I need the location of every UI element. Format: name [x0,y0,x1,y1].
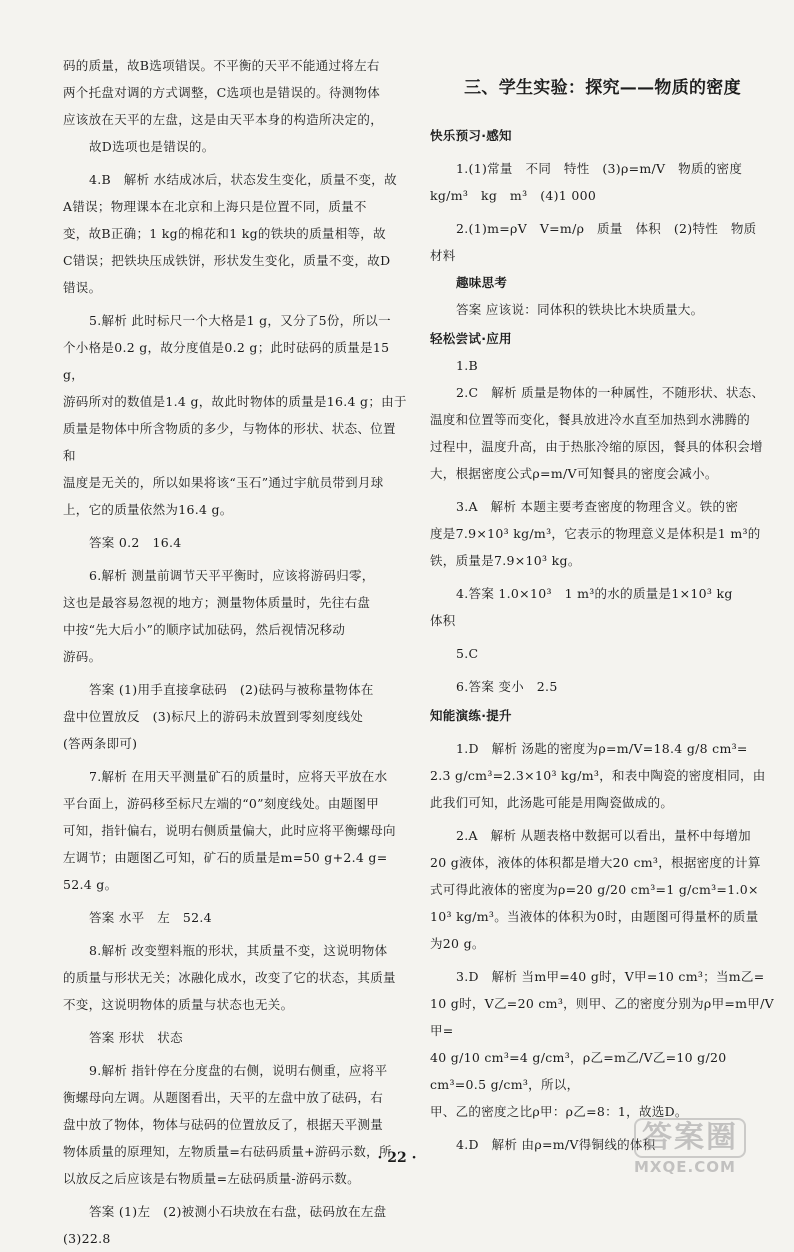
text-line: 3.D 解析 当m甲=40 g时，V甲=10 cm³；当m乙= [456,969,765,984]
text-line: 上，它的质量依然为16.4 g。 [63,502,233,517]
text-line: 的质量与形状无关；冰融化成水，改变了它的状态，其质量 [63,970,396,985]
text-line: 左调节；由题图乙可知，矿石的质量是m=50 g+2.4 g= [63,850,388,865]
watermark-text: 答案圈 [634,1118,746,1158]
right-column-body [430,122,775,1158]
text-line: 个小格是0.2 g，故分度值是0.2 g；此时砝码的质量是15 g， [63,340,390,382]
text-line: 答案 (1)用手直接拿砝码 (2)砝码与被称量物体在 [89,682,374,697]
text-line: 温度和位置等而变化，餐具放进冷水直至加热到水沸腾的 [430,412,751,427]
text-line: 度是7.9×10³ kg/m³，它表示的物理意义是体积是1 m³的 [430,526,761,541]
text-line: 质量是物体中所含物质的多少，与物体的形状、状态、位置和 [63,421,396,463]
text-line: 4.D 解析 由ρ=m/V得铜线的体积 [456,1137,656,1152]
text-line: 3.A 解析 本题主要考查密度的物理含义。铁的密 [456,499,739,514]
text-line: 平台面上，游码移至标尺左端的“0”刻度线处。由题图甲 [63,796,380,811]
text-line: 甲、乙的密度之比ρ甲：ρ乙=8：1，故选D。 [430,1104,688,1119]
text-line: 答案 水平 左 52.4 [89,910,212,925]
text-line: 7.解析 在用天平测量矿石的质量时，应将天平放在水 [89,769,388,784]
text-line: kg/m³ kg m³ (4)1 000 [430,188,597,203]
page-number: · 22 · [377,1150,417,1166]
text-line: 为20 g。 [430,936,485,951]
text-line: 10 g时，V乙=20 cm³，则甲、乙的密度分别为ρ甲=m甲/V甲= [430,996,774,1038]
text-line: 5.解析 此时标尺一个大格是1 g，又分了5份，所以一 [89,313,391,328]
left-column [63,52,408,1252]
section-heading: 轻松尝试·应用 [430,331,512,346]
text-line: 不变，这说明物体的质量与状态也无关。 [63,997,294,1012]
text-line: 游码。 [63,649,102,664]
section-title: 三、学生实验：探究——物质的密度 [464,78,741,98]
text-line: 盘中放了物体，物体与砝码的位置放反了，根据天平测量 [63,1117,384,1132]
text-line: 过程中，温度升高，由于热胀冷缩的原因，餐具的体积会增 [430,439,763,454]
text-line: 材料 [430,248,456,263]
text-line: 2.(1)m=ρV V=m/ρ 质量 体积 (2)特性 物质 [456,221,757,236]
text-line: 答案 0.2 16.4 [89,535,182,550]
text-line: 4.答案 1.0×10³ 1 m³的水的质量是1×10³ kg [456,586,733,601]
text-line: 2.A 解析 从题表格中数据可以看出，量杯中每增加 [456,828,751,843]
text-line: 5.C [456,646,479,661]
text-line: 温度是无关的，所以如果将该“玉石”通过宇航员带到月球 [63,475,384,490]
text-line: 码的质量，故B选项错误。不平衡的天平不能通过将左右 [63,58,380,73]
text-line: 铁，质量是7.9×10³ kg。 [430,553,581,568]
text-line: 两个托盘对调的方式调整，C选项也是错误的。待测物体 [63,85,381,100]
section-heading: 快乐预习·感知 [430,128,512,143]
text-line: 答案 形状 状态 [89,1030,183,1045]
text-line: 以放反之后应该是右物质量=左砝码质量-游码示数。 [63,1171,360,1186]
text-line: 52.4 g。 [63,877,118,892]
section-heading: 知能演练·提升 [430,708,512,723]
text-line: 错误。 [63,280,102,295]
text-line: 8.解析 改变塑料瓶的形状，其质量不变，这说明物体 [89,943,388,958]
text-line: 此我们可知，此汤匙可能是用陶瓷做成的。 [430,795,674,810]
text-line: 变，故B正确；1 kg的棉花和1 kg的铁块的质量相等，故 [63,226,386,241]
watermark-domain: MXQE.COM [634,1158,736,1176]
text-line: 答案 应该说：同体积的铁块比木块质量大。 [456,302,704,317]
text-line: 2.C 解析 质量是物体的一种属性，不随形状、状态、 [456,385,765,400]
text-line: 应该放在天平的左盘，这是由天平本身的构造所决定的， [63,112,384,127]
text-line: 大，根据密度公式ρ=m/V可知餐具的密度会减小。 [430,466,718,481]
text-line: 6.答案 变小 2.5 [456,679,558,694]
text-line: 中按“先大后小”的顺序试加砝码，然后视情况移动 [63,622,346,637]
text-line: 1.D 解析 汤匙的密度为ρ=m/V=18.4 g/8 cm³= [456,741,748,756]
text-line: 衡螺母向左调。从题图看出，天平的左盘中放了砝码，右 [63,1090,384,1105]
text-line: 20 g液体，液体的体积都是增大20 cm³，根据密度的计算 [430,855,761,870]
text-line: 盘中位置放反 (3)标尺上的游码未放置到零刻度线处 [63,709,364,724]
text-line: (答两条即可) [63,736,138,751]
text-line: 1.(1)常量 不同 特性 (3)ρ=m/V 物质的密度 [456,161,743,176]
text-line: C错误；把铁块压成铁饼，形状发生变化，质量不变，故D [63,253,391,268]
text-line: 这也是最容易忽视的地方；测量物体质量时，先往右盘 [63,595,371,610]
subsection-heading: 趣味思考 [456,275,508,290]
text-line: 10³ kg/m³。当液体的体积为0时，由题图可得量杯的质量 [430,909,759,924]
text-line: 1.B [456,358,479,373]
text-line: 式可得此液体的密度为ρ=20 g/20 cm³=1 g/cm³=1.0× [430,882,759,897]
text-line: 可知，指针偏右，说明右侧质量偏大，此时应将平衡螺母向 [63,823,396,838]
text-line: 故D选项也是错误的。 [89,139,215,154]
text-line: (3)22.8 [63,1231,111,1246]
watermark-logo [634,1118,784,1188]
text-line: A错误；物理课本在北京和上海只是位置不同，质量不 [63,199,367,214]
text-line: 物体质量的原理知，左物质量=右砝码质量+游码示数，所 [63,1144,392,1159]
text-line: 答案 (1)左 (2)被测小石块放在右盘，砝码放在左盘 [89,1204,387,1219]
text-line: 游码所对的数值是1.4 g，故此时物体的质量是16.4 g；由于 [63,394,407,409]
text-line: 体积 [430,613,456,628]
text-line: 9.解析 指针停在分度盘的右侧，说明右侧重，应将平 [89,1063,388,1078]
text-line: 6.解析 测量前调节天平平衡时，应该将游码归零， [89,568,375,583]
text-line: 2.3 g/cm³=2.3×10³ kg/m³，和表中陶瓷的密度相同，由 [430,768,766,783]
text-line: 40 g/10 cm³=4 g/cm³，ρ乙=m乙/V乙=10 g/20 cm³=0.5 g/cm³，所以， [430,1050,727,1092]
text-line: 4.B 解析 水结成冰后，状态发生变化，质量不变，故 [89,172,397,187]
right-column [430,52,775,1158]
